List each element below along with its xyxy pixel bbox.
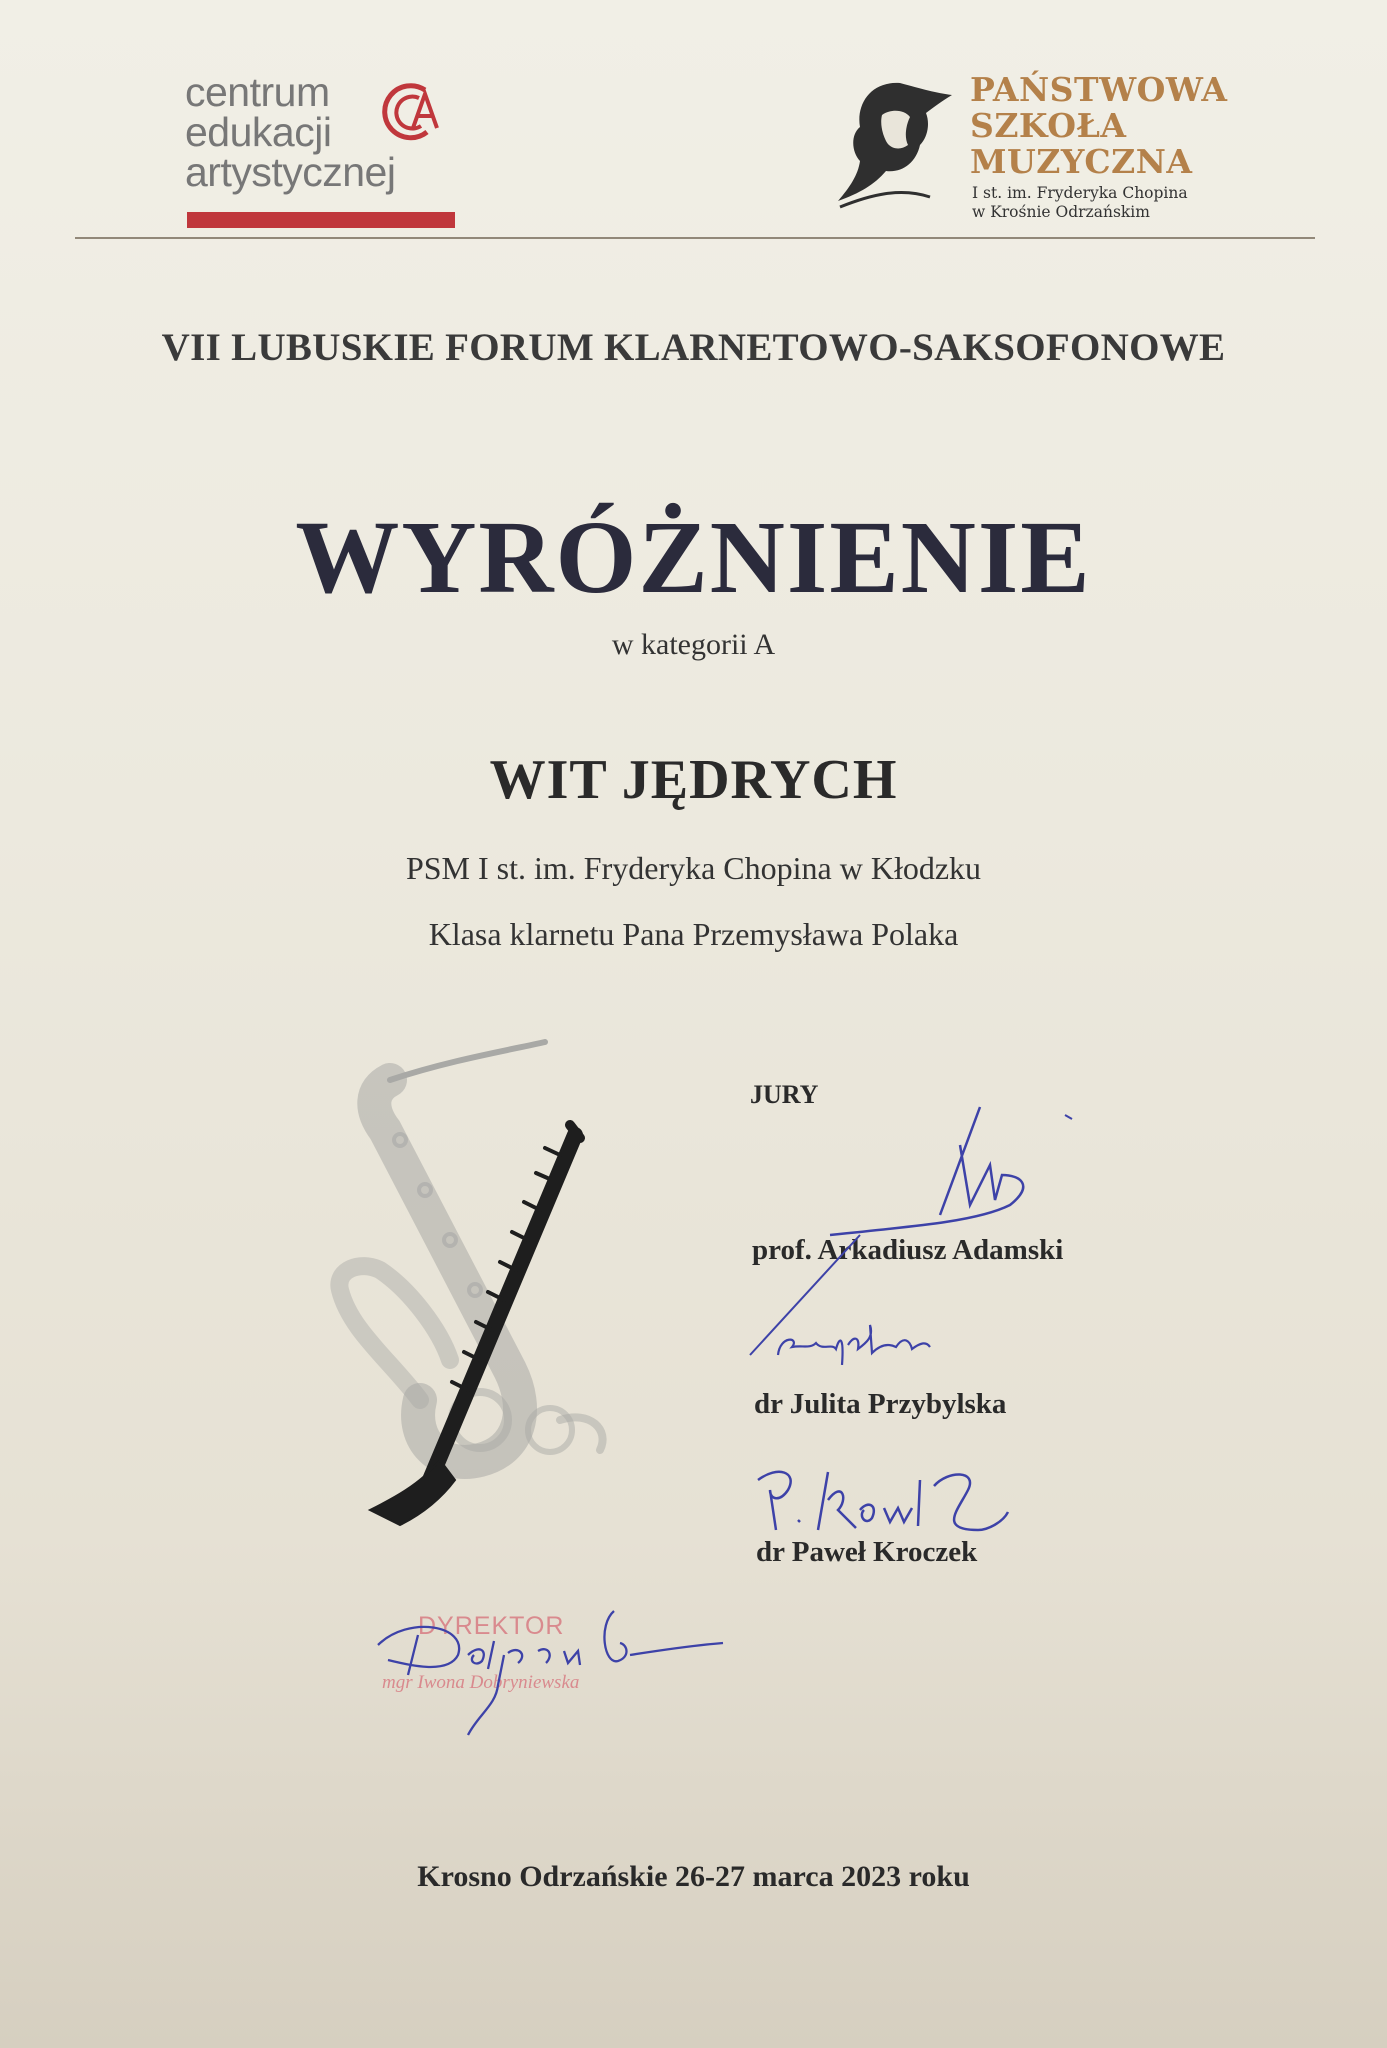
chopin-portrait-icon (830, 75, 970, 215)
jury-member: prof. Arkadiusz Adamski (752, 1234, 1064, 1266)
psm-name-line-2: SZKOŁA (970, 106, 1127, 145)
psm-logo-name (970, 72, 1227, 180)
cea-logo-line-3: artystycznej (185, 149, 396, 195)
header-divider (75, 237, 1315, 239)
psm-name-line-3: MUZYCZNA (970, 142, 1193, 181)
cea-logo-line-2: edukacji (185, 109, 332, 155)
jury-label: JURY (750, 1080, 819, 1109)
award-title: WYRÓŻNIENIE (295, 500, 1092, 615)
cea-logo-bar (187, 212, 455, 228)
signature-przybylska (740, 1225, 990, 1365)
recipient-name: WIT JĘDRYCH (489, 749, 898, 811)
jury-member: dr Julita Przybylska (754, 1388, 1007, 1420)
award-category: w kategorii A (611, 628, 776, 661)
event-title: VII LUBUSKIE FORUM KLARNETOWO-SAKSOFONOWE (161, 326, 1226, 369)
cea-monogram-icon (373, 76, 443, 146)
jury-member: dr Paweł Kroczek (756, 1536, 978, 1568)
psm-logo-subtitle (972, 184, 1188, 222)
cea-logo-line-1: centrum (185, 69, 330, 115)
clarinet-saxophone-icon (330, 1030, 660, 1530)
recipient-school: PSM I st. im. Fryderyka Chopina w Kłodzku (405, 850, 982, 886)
cea-logo (185, 69, 475, 232)
psm-sub-line-1: I st. im. Fryderyka Chopina (972, 184, 1188, 202)
signature-adamski (820, 1105, 1080, 1245)
psm-sub-line-2: w Krośnie Odrzańskim (972, 203, 1150, 221)
signature-director (368, 1605, 728, 1745)
recipient-class: Klasa klarnetu Pana Przemysława Polaka (428, 916, 959, 952)
place-and-date: Krosno Odrzańskie 26-27 marca 2023 roku (417, 1860, 970, 1893)
director-name: mgr Iwona Dobryniewska (382, 1672, 580, 1693)
psm-name-line-1: PAŃSTWOWA (970, 70, 1228, 109)
director-title: DYREKTOR (418, 1612, 565, 1640)
